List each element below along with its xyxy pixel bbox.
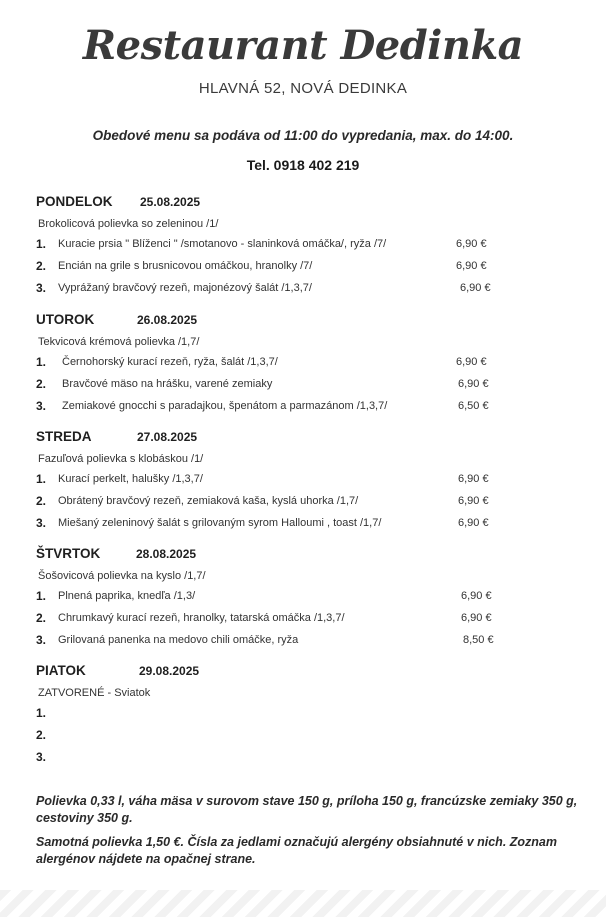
item-price: 6,90 € <box>460 282 491 294</box>
item-price: 6,90 € <box>458 378 489 390</box>
item-number: 2. <box>36 611 47 625</box>
portion-info: Polievka 0,33 l, váha mäsa v surovom stave 150 g, príloha 150 g, francúzske zemiaky 350 g, cestoviny 350 g. <box>36 794 578 825</box>
item-dish: Zemiakové gnocchi s paradajkou, špenátom a parmazánom /1,3,7/ <box>62 400 388 412</box>
item-price: 6,90 € <box>456 356 487 368</box>
menu-item <box>36 516 516 532</box>
menu-item <box>36 611 516 627</box>
day-date: 27.08.2025 <box>137 430 198 444</box>
item-dish: Chrumkavý kurací rezeň, hranolky, tatarská omáčka /1,3,7/ <box>58 612 345 624</box>
item-price: 6,90 € <box>456 238 487 250</box>
menu-item <box>36 281 516 297</box>
item-dish: Plnená paprika, knedľa /1,3/ <box>58 590 196 602</box>
soup-of-day: Tekvicová krémová polievka /1,7/ <box>38 336 200 348</box>
menu-item <box>36 633 516 649</box>
item-dish: Obrátený bravčový rezeň, zemiaková kaša, kyslá uhorka /1,7/ <box>58 495 359 507</box>
item-number: 3. <box>36 516 47 530</box>
item-price: 6,90 € <box>458 495 489 507</box>
item-dish: Černohorský kurací rezeň, ryža, šalát /1,3,7/ <box>62 356 278 368</box>
item-price: 6,50 € <box>458 400 489 412</box>
menu-item <box>36 237 516 253</box>
menu-item <box>36 259 516 275</box>
item-dish: Vyprážaný bravčový rezeň, majonézový šalát /1,3,7/ <box>58 282 312 294</box>
soup-price-note: Samotná polievka 1,50 €. Čísla za jedlami označujú alergény obsiahnuté v nich. Zoznam alergénov nájdete na opačnej strane. <box>36 835 557 866</box>
day-name: UTOROK <box>36 312 95 327</box>
day-date: 25.08.2025 <box>140 195 201 209</box>
item-price: 6,90 € <box>461 590 492 602</box>
soup-of-day: Brokolicová polievka so zeleninou /1/ <box>38 218 219 230</box>
item-dish: Bravčové mäso na hrášku, varené zemiaky <box>62 378 273 390</box>
soup-of-day: Fazuľová polievka s klobáskou /1/ <box>38 453 204 465</box>
day-section-friday <box>36 663 516 764</box>
item-dish: Grilovaná panenka na medovo chili omáčke, ryža <box>58 634 299 646</box>
soup-of-day: Šošovicová polievka na kyslo /1,7/ <box>38 570 206 582</box>
menu-item <box>36 377 516 393</box>
day-section-thursday <box>36 546 516 647</box>
soup-of-day: ZATVORENÉ - Sviatok <box>38 687 151 699</box>
item-price: 6,90 € <box>461 612 492 624</box>
item-price: 8,50 € <box>463 634 494 646</box>
menu-item <box>36 750 516 766</box>
item-number: 3. <box>36 750 47 764</box>
menu-item <box>36 472 516 488</box>
item-number: 2. <box>36 728 47 742</box>
serving-info: Obedové menu sa podáva od 11:00 do vypredania, max. do 14:00. <box>92 128 514 143</box>
item-dish: Miešaný zeleninový šalát s grilovaným syrom Halloumi , toast /1,7/ <box>58 517 382 529</box>
day-name: ŠTVRTOK <box>36 546 101 561</box>
item-number: 2. <box>36 494 47 508</box>
day-section-monday <box>36 194 516 295</box>
item-number: 1. <box>36 355 47 369</box>
menu-item <box>36 589 516 605</box>
day-date: 28.08.2025 <box>136 547 197 561</box>
day-date: 26.08.2025 <box>137 313 198 327</box>
menu-item <box>36 728 516 744</box>
item-number: 2. <box>36 377 47 391</box>
menu-item <box>36 355 516 371</box>
item-number: 3. <box>36 281 47 295</box>
item-dish: Kuracie prsia " Blíženci " /smotanovo - slaninková omáčka/, ryža /7/ <box>58 238 387 250</box>
menu-item <box>36 494 516 510</box>
item-price: 6,90 € <box>458 517 489 529</box>
day-date: 29.08.2025 <box>139 664 200 678</box>
item-number: 3. <box>36 399 47 413</box>
decorative-pattern <box>0 890 606 917</box>
item-number: 1. <box>36 589 47 603</box>
menu-item <box>36 399 516 415</box>
day-name: STREDA <box>36 429 92 444</box>
item-dish: Kurací perkelt, halušky /1,3,7/ <box>58 473 203 485</box>
restaurant-address: HLAVNÁ 52, NOVÁ DEDINKA <box>198 80 408 97</box>
item-number: 1. <box>36 706 47 720</box>
item-number: 1. <box>36 237 47 251</box>
menu-item <box>36 706 516 722</box>
day-name: PIATOK <box>36 663 86 678</box>
item-number: 2. <box>36 259 47 273</box>
day-name: PONDELOK <box>36 194 113 209</box>
item-price: 6,90 € <box>458 473 489 485</box>
day-section-tuesday <box>36 312 516 413</box>
restaurant-title: Restaurant Dedinka <box>82 22 524 69</box>
item-dish: Encián na grile s brusnicovou omáčkou, hranolky /7/ <box>58 260 313 272</box>
item-price: 6,90 € <box>456 260 487 272</box>
phone-number: Tel. 0918 402 219 <box>246 157 360 173</box>
item-number: 1. <box>36 472 47 486</box>
day-section-wednesday <box>36 429 516 530</box>
item-number: 3. <box>36 633 47 647</box>
